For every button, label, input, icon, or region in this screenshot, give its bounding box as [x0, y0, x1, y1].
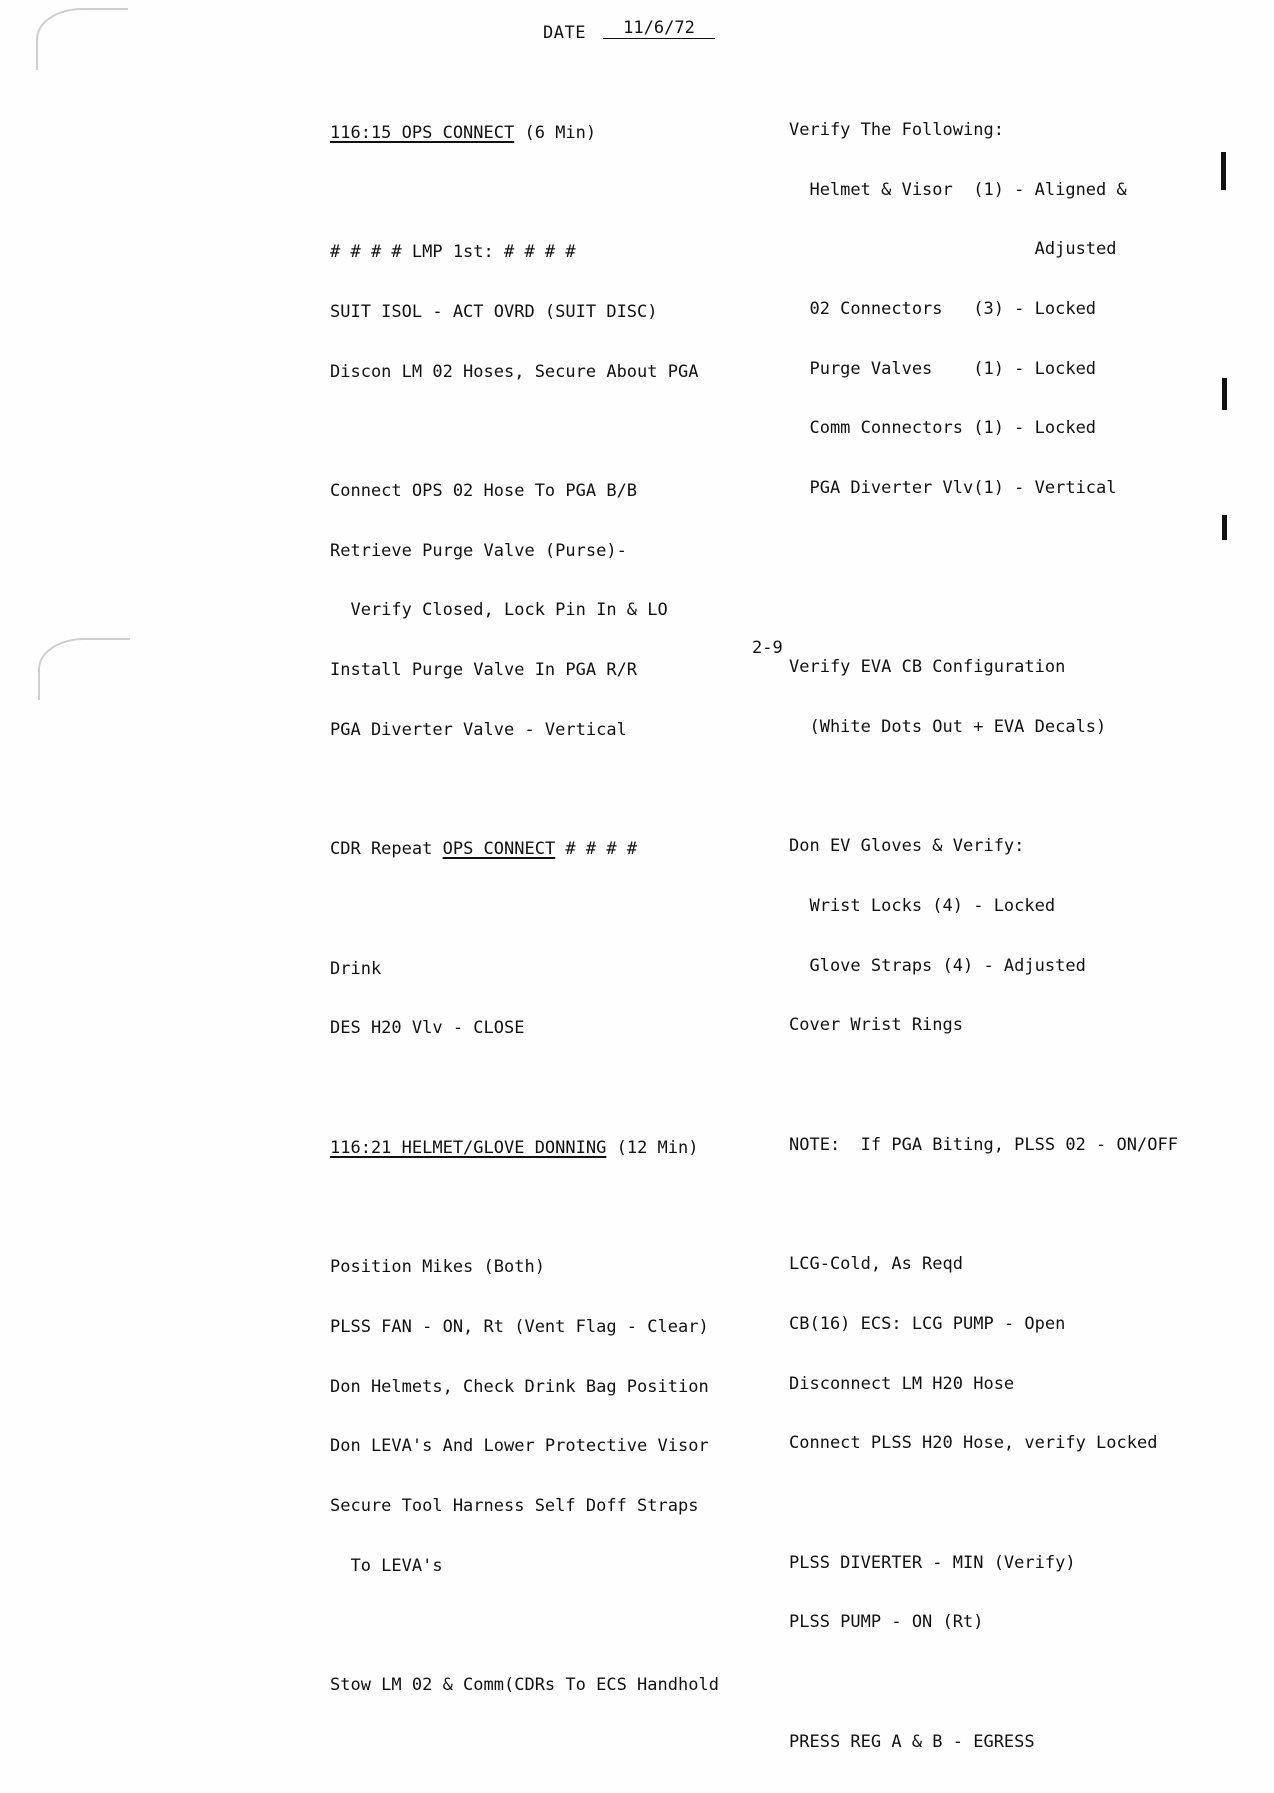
change-bar [1222, 515, 1227, 540]
note-line: NOTE: If PGA Biting, PLSS 02 - ON/OFF [789, 1134, 1178, 1155]
change-bar [1221, 152, 1226, 190]
checklist-line: 02 Connectors (3) - Locked [789, 298, 1097, 319]
page-number: 2-9 [752, 638, 783, 658]
checklist-line: Wrist Locks (4) - Locked [789, 895, 1056, 916]
checklist-line: Stow LM 02 & Comm(CDRs To ECS Handhold [330, 1675, 719, 1696]
checklist-line: Don LEVA's And Lower Protective Visor [330, 1436, 709, 1457]
checklist-line: Verify EVA CB Configuration [789, 657, 1066, 678]
checklist-line: Cover Wrist Rings [789, 1015, 963, 1036]
checklist-line: (White Dots Out + EVA Decals) [789, 716, 1107, 737]
section-heading-helmet-glove [330, 1139, 719, 1159]
checklist-line: Disconnect LM H20 Hose [789, 1373, 1015, 1394]
checklist-line: Secure Tool Harness Self Doff Straps [330, 1495, 699, 1516]
checklist-line: Drink [330, 958, 382, 979]
cdr-repeat-prefix: CDR Repeat [330, 839, 443, 860]
section-duration: (6 Min) [524, 122, 597, 143]
checklist-line-cdr-repeat [330, 840, 719, 860]
checklist-line: PLSS PUMP - ON (Rt) [789, 1612, 984, 1633]
checklist-line: LCG-Cold, As Reqd [789, 1254, 963, 1275]
checklist-line: DES H20 Vlv - CLOSE [330, 1018, 525, 1039]
checklist-line: Connect PLSS H20 Hose, verify Locked [789, 1433, 1158, 1454]
left-column [330, 84, 719, 1736]
checklist-line: CB(16) ECS: LCG PUMP - Open [789, 1313, 1066, 1334]
date-value: 11/6/72 [603, 18, 715, 39]
cdr-repeat-suffix: # # # # [555, 839, 638, 860]
checklist-line: Connect OPS 02 Hose To PGA B/B [330, 481, 638, 502]
section-title: 116:21 HELMET/GLOVE DONNING [330, 1137, 607, 1158]
right-column [789, 81, 1178, 1793]
checklist-line: Don Helmets, Check Drink Bag Position [330, 1376, 709, 1397]
checklist-line: Discon LM 02 Hoses, Secure About PGA [330, 361, 699, 382]
binder-hole-bottom [38, 638, 130, 700]
checklist-line: Don EV Gloves & Verify: [789, 836, 1025, 857]
checklist-line: Helmet & Visor (1) - Aligned & [789, 179, 1127, 200]
checklist-line: Position Mikes (Both) [330, 1257, 545, 1278]
change-bar [1222, 378, 1227, 410]
checklist-line: To LEVA's [330, 1555, 443, 1576]
checklist-line: PGA Diverter Valve - Vertical [330, 719, 627, 740]
checklist-line: Verify Closed, Lock Pin In & LO [330, 600, 668, 621]
checklist-line: PRESS REG A & B - EGRESS [789, 1731, 1035, 1752]
checklist-line: Install Purge Valve In PGA R/R [330, 660, 638, 681]
checklist-line: PGA Diverter Vlv(1) - Vertical [789, 478, 1117, 499]
checklist-line: Retrieve Purge Valve (Purse)- [330, 540, 627, 561]
checklist-line: Comm Connectors (1) - Locked [789, 418, 1097, 439]
checklist-line: # # # # LMP 1st: # # # # [330, 242, 576, 263]
checklist-line: PLSS DIVERTER - MIN (Verify) [789, 1552, 1076, 1573]
binder-hole-top [36, 8, 128, 70]
checklist-line: Glove Straps (4) - Adjusted [789, 955, 1086, 976]
checklist-line: SUIT ISOL - ACT OVRD (SUIT DISC) [330, 301, 658, 322]
section-heading-ops-connect [330, 124, 719, 144]
checklist-line: Verify The Following: [789, 119, 1004, 140]
checklist-line: Purge Valves (1) - Locked [789, 358, 1097, 379]
cdr-repeat-ref: OPS CONNECT [442, 839, 556, 860]
date-label: DATE [543, 23, 586, 43]
section-title: 116:15 OPS CONNECT [330, 122, 515, 143]
section-duration: (12 Min) [616, 1137, 699, 1158]
checklist-line: Adjusted [789, 239, 1117, 260]
checklist-line: PLSS FAN - ON, Rt (Vent Flag - Clear) [330, 1316, 709, 1337]
